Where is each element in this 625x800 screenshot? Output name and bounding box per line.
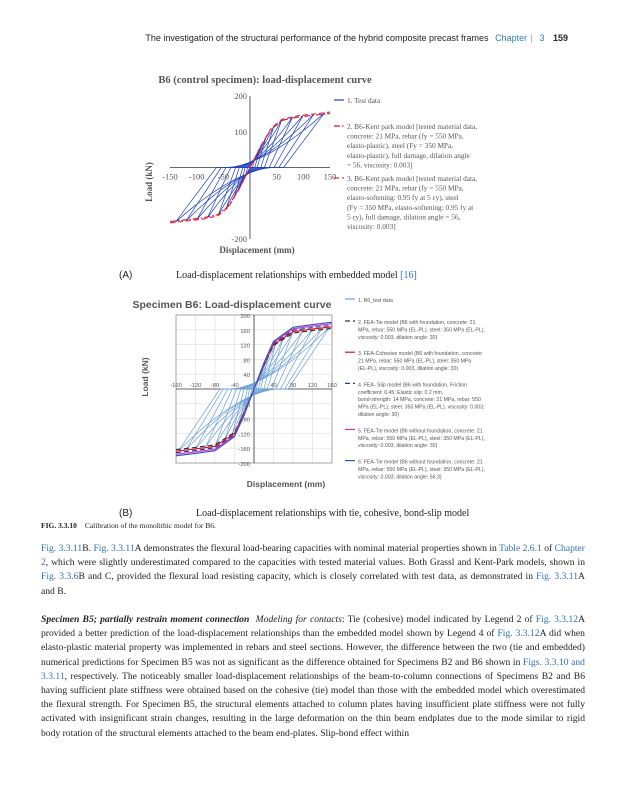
para-text: A demonstrates the flexural load-bearing capacities with nominal material properties shown in xyxy=(134,543,500,554)
y-tick-label: -120 xyxy=(238,432,250,439)
x-tick-label: 80 xyxy=(289,383,297,389)
header-chapter: Chapter xyxy=(495,33,528,43)
y-tick-label: 160 xyxy=(240,328,250,335)
legend-entry: 4. FEA- Slip model (B6 with foundation, Friction coefficient: 0.45; Elastic slip: 0.2 mm, bond-strength: 14 MPa, concrete: 21 MPa, rebar: 550 MPa (EL-PL), steel: 350 MPa (EL-PL), viscosity: 0.003, dilation angle: 30) xyxy=(358,382,485,418)
x-tick-label: -40 xyxy=(230,383,239,389)
running-header xyxy=(0,33,568,43)
legend-entry: 3. B6-Kent park model [tested material data, concrete: 21 MPa, rebar (fy = 550 MPa, elasto-softening: 0.95 fy at 5 εy), steel (Fy = 350 MPa, elasto-softening: 0.95 fy at 5 εy), full damage, dilation angle = 56, viscosity: 0.003] xyxy=(347,174,478,231)
para-text: A and B. xyxy=(41,571,585,597)
figure-a-label: (A) xyxy=(119,270,133,281)
para-text: A did when elasto-plastic material property was implemented in rebars and steel sections. However, the difference between the two (tie and embedded) numerical predictions for Specimen B5 was not as significant as the difference obtained for Specimens B2 and B6 shown in xyxy=(41,628,585,668)
figure-number: FIG. 3.3.10 xyxy=(41,521,77,530)
fig-link[interactable]: Figs. 3.3.10 and 3.3.11 xyxy=(41,656,585,682)
y-tick-label: -200 xyxy=(238,462,250,468)
figure-b-chart xyxy=(0,288,625,513)
x-tick-label: -150 xyxy=(162,171,178,182)
section-title: Specimen B5; partially restrain moment connection xyxy=(41,614,250,625)
figure-a-citation-link[interactable]: [16] xyxy=(400,270,417,281)
x-tick-label: -50 xyxy=(217,171,230,182)
legend-entry: 6. FEA-Tie model (B6 without foundation, concrete: 21 MPa, rebar: 550 MPa (EL-PL), steel: 350 MPa (EL-PL), viscosity: 0.003, dilation angle: 56.3) xyxy=(358,459,485,481)
x-tick-label: -120 xyxy=(189,383,202,389)
x-tick-label: 100 xyxy=(296,171,310,182)
para-text: of xyxy=(541,543,555,554)
para-text: : Tie (cohesive) model indicated by Legend 2 of xyxy=(341,614,536,625)
header-title: The investigation of the structural performance of the hybrid composite precast frames xyxy=(145,33,489,43)
para-text: , respectively. The noticeably smaller load-displacement relationships of the beam-to-column connections of Specimens B2 and B6 having sufficient plate stiffness were obtained based on the cohesive (tie) model than those with the embedded model which overestimated the flexural strength. For Specimen B5, the structural elements attached to column plates having insufficient plate stiffness were not fully activated with insignificant strain changes, resulting in the large deformation on the thin beam endplates due to the mode similar to rigid body rotation of the structural elements attached to the beam end-plates. Slip-bond effect within xyxy=(41,670,585,739)
figure-a-caption xyxy=(176,270,417,281)
figure-b-label: (B) xyxy=(119,508,133,519)
x-tick-label: 160 xyxy=(327,383,337,389)
chart-a-ylabel: Load (kN) xyxy=(144,162,154,202)
para-text: B. xyxy=(82,543,94,554)
y-tick-label: 40 xyxy=(243,373,250,380)
chapter-link[interactable]: Chapter 2 xyxy=(41,543,585,569)
legend-entry: 3. FEA-Cohesive model (B6 with foundation, concrete: 21 MPa, rebar: 550 MPa (EL-PL), steel: 350 MPa (EL-PL), viscosity: 0.003, dilation angle: 30) xyxy=(358,351,483,372)
body-paragraph-1 xyxy=(41,542,585,599)
fig-link[interactable]: Fig. 3.3.11 xyxy=(536,571,579,583)
x-tick-label: -100 xyxy=(188,171,205,182)
x-tick-label: -80 xyxy=(210,383,220,389)
page-number: 159 xyxy=(552,33,568,43)
fig-link[interactable]: Fig. 3.3.11 xyxy=(93,543,135,554)
fig-link[interactable]: Fig. 3.3.12 xyxy=(535,614,579,625)
chart-a-xlabel: Displacement (mm) xyxy=(219,245,295,255)
chart-b-ylabel: Load (kN) xyxy=(140,357,150,397)
para-text: , which were slightly underestimated compared to the capacities with tested material values. Both Grassl and Kent-Park models, shown in xyxy=(45,557,585,569)
legend-entry: 5. FEA-Tie model (B6 without foundation, concrete: 21 MPa, rebar: 550 MPa (EL-PL), steel: 350 MPa (EL-PL), viscosity: 0.003, dilation angle: 30) xyxy=(358,428,485,450)
x-tick-label: 150 xyxy=(323,171,337,182)
chart-b-title: Specimen B6: Load-displacement curve xyxy=(132,299,332,311)
body-paragraph-2 xyxy=(41,613,585,741)
table-link[interactable]: Table 2.6.1 xyxy=(499,543,542,554)
y-tick-label: 80 xyxy=(243,358,250,365)
y-tick-label: 200 xyxy=(240,314,250,320)
x-tick-label: 120 xyxy=(307,383,318,389)
y-tick-label: 120 xyxy=(240,343,250,350)
figure-caption xyxy=(41,521,216,530)
fig-link[interactable]: Fig. 3.3.12 xyxy=(497,628,540,640)
para-text: A provided a better prediction of the load-displacement relationships than the embedded model shown by Legend 4 of xyxy=(41,614,586,640)
x-tick-label: -160 xyxy=(170,383,182,389)
figure-a-caption-text: Load-displacement relationships with embedded model xyxy=(176,270,401,281)
legend-entry: 1. Test data xyxy=(347,96,381,105)
fig-link[interactable]: Fig. 3.3.6 xyxy=(41,571,79,583)
para-text: B and C, provided the flexural load resisting capacity, which is closely correlated with test data, as demonstrated in xyxy=(78,571,537,583)
x-tick-label: 40 xyxy=(270,383,277,389)
legend-entry: 2. FEA-Tie model (B6 with foundation, concrete: 21 MPa, rebar: 550 MPa (EL-PL), steel: 350 MPa (EL-PL), viscosity: 0.003, dilation angle: 30) xyxy=(358,320,485,341)
y-tick-label: 200 xyxy=(234,91,247,101)
legend-entry: 1. B6_test data xyxy=(358,298,393,304)
y-tick-label: 100 xyxy=(234,126,247,137)
figure-b-caption: Load-displacement relationships with tie, cohesive, bond-slip model xyxy=(196,508,470,519)
y-tick-label: -40 xyxy=(241,402,250,409)
y-tick-label: -80 xyxy=(241,417,250,424)
legend-entry: 2. B6-Kent park model [tested material data, concrete: 21 MPa, rebar (fy = 550 MPa, elasto-plastic), steel (Fy = 350 MPa, elasto-plastic), full damage, dilation angle = 56, viscosity: 0.003] xyxy=(347,122,478,170)
y-tick-label: -200 xyxy=(231,234,247,244)
chart-a-title: B6 (control specimen): load-displacement curve xyxy=(158,75,372,86)
x-tick-label: 50 xyxy=(272,171,281,182)
figure-caption-text: Calibration of the monolithic model for B6. xyxy=(84,521,216,530)
y-tick-label: -160 xyxy=(238,447,250,454)
header-chapter-number: 3 xyxy=(539,33,545,43)
fig-link[interactable]: Fig. 3.3.11 xyxy=(41,543,83,554)
header-separator: | xyxy=(530,33,533,43)
chart-b-xlabel: Displacement (mm) xyxy=(246,479,326,489)
section-subtitle: Modeling for contacts xyxy=(255,614,342,625)
